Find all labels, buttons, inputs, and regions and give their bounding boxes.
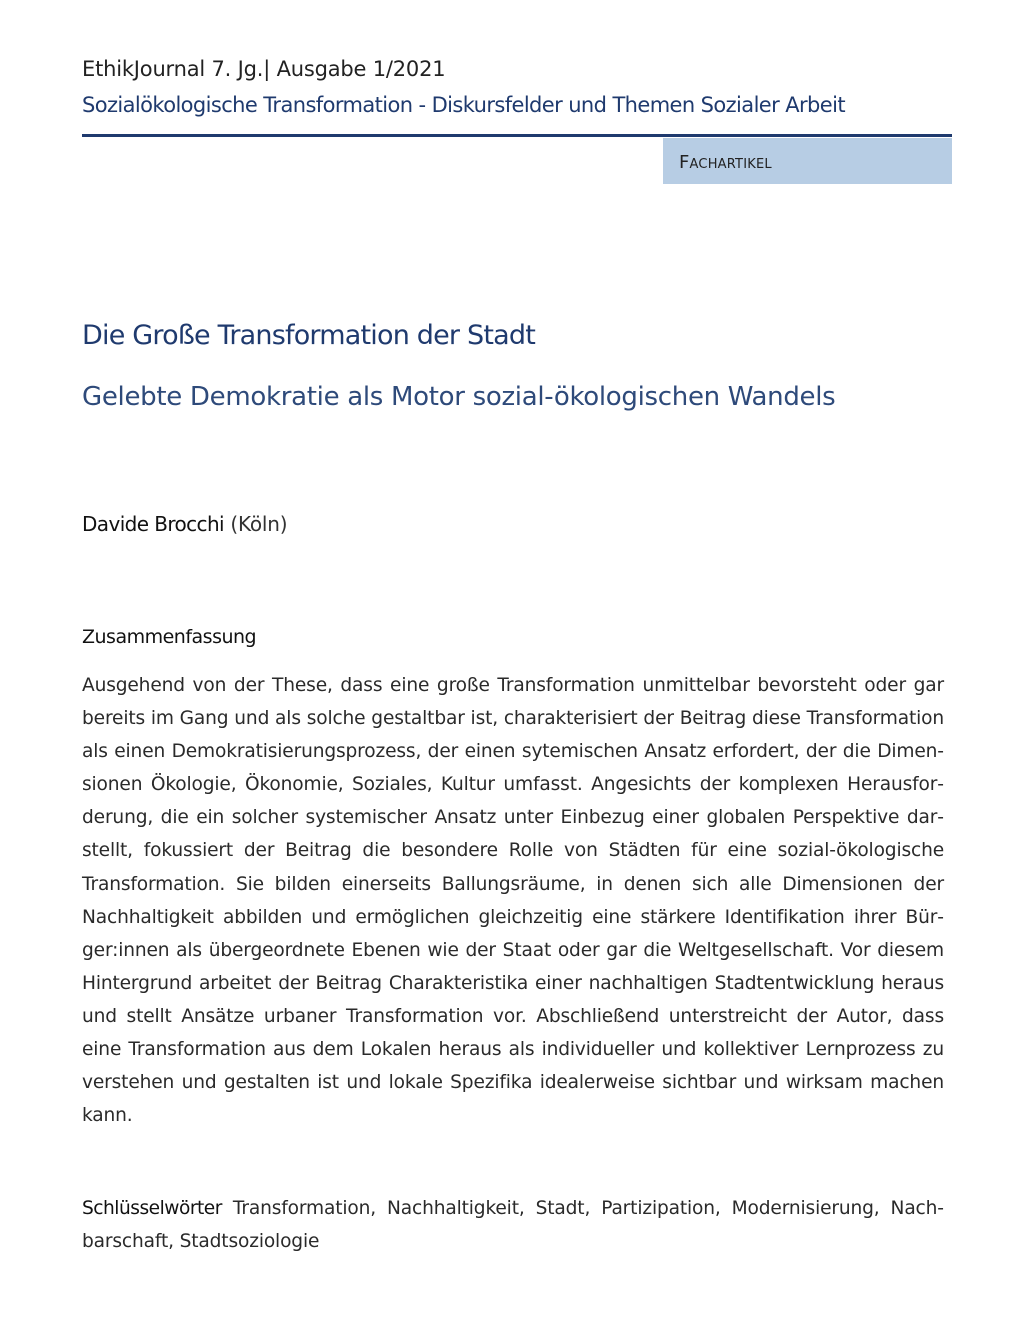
header-divider <box>82 134 952 137</box>
author-location: (Köln) <box>230 512 288 536</box>
article-type-label: Fachartikel <box>679 152 772 173</box>
article-title: Die Große Transformation der Stadt <box>82 320 536 351</box>
author-line <box>82 512 287 536</box>
keywords-block <box>82 1192 944 1258</box>
issue-topic: Sozialökologische Transformation - Diskursfelder und Themen Sozialer Arbeit <box>82 93 845 117</box>
article-first-page <box>82 0 952 1338</box>
abstract-text: Ausgehend von der These, dass eine große Transformation unmittelbar bevorsteht oder gar bereits im Gang und als solche gestaltbar ist, charakterisiert der Beitrag diese Transformation als einen Demokratisierungsprozess, der einen sytemischen Ansatz erfordert, der die Dimensionen Ökologie, Ökonomie, Soziales, Kultur umfasst. Angesichts der komplexen Herausforderung, die ein solcher systemischer Ansatz unter Einbezug einer globalen Perspektive darstellt, fokussiert der Beitrag die besondere Rolle von Städten für eine sozial-ökologische Transformation. Sie bilden einerseits Ballungsräume, in denen sich alle Dimensionen der Nachhaltigkeit abbilden und ermöglichen gleichzeitig eine stärkere Identifikation ihrer Bürger:innen als übergeordnete Ebenen wie der Staat oder gar die Weltgesellschaft. Vor diesem Hintergrund arbeitet der Beitrag Charakteristika einer nachhaltigen Stadtentwicklung heraus und stellt Ansätze urbaner Transformation vor. Abschließend unterstreicht der Autor, dass eine Transformation aus dem Lokalen heraus als individueller und kollektiver Lernprozess zu verstehen und gestalten ist und lokale Spezifika idealerweise sichtbar und wirksam machen kann. <box>82 675 944 1127</box>
abstract-heading: Zusammenfassung <box>82 626 257 648</box>
article-type-label-box <box>663 138 952 184</box>
journal-issue-line: EthikJournal 7. Jg.| Ausgabe 1/2021 <box>82 57 446 81</box>
article-subtitle: Gelebte Demokratie als Motor sozial-ökologischen Wandels <box>82 382 836 412</box>
author-name: Davide Brocchi <box>82 512 224 536</box>
keywords-text: Transformation, Nachhaltigkeit, Stadt, Partizipation, Modernisierung, Nachbarschaft, Stadtsoziologie <box>82 1198 944 1253</box>
keywords-label: Schlüsselwörter <box>82 1198 222 1219</box>
